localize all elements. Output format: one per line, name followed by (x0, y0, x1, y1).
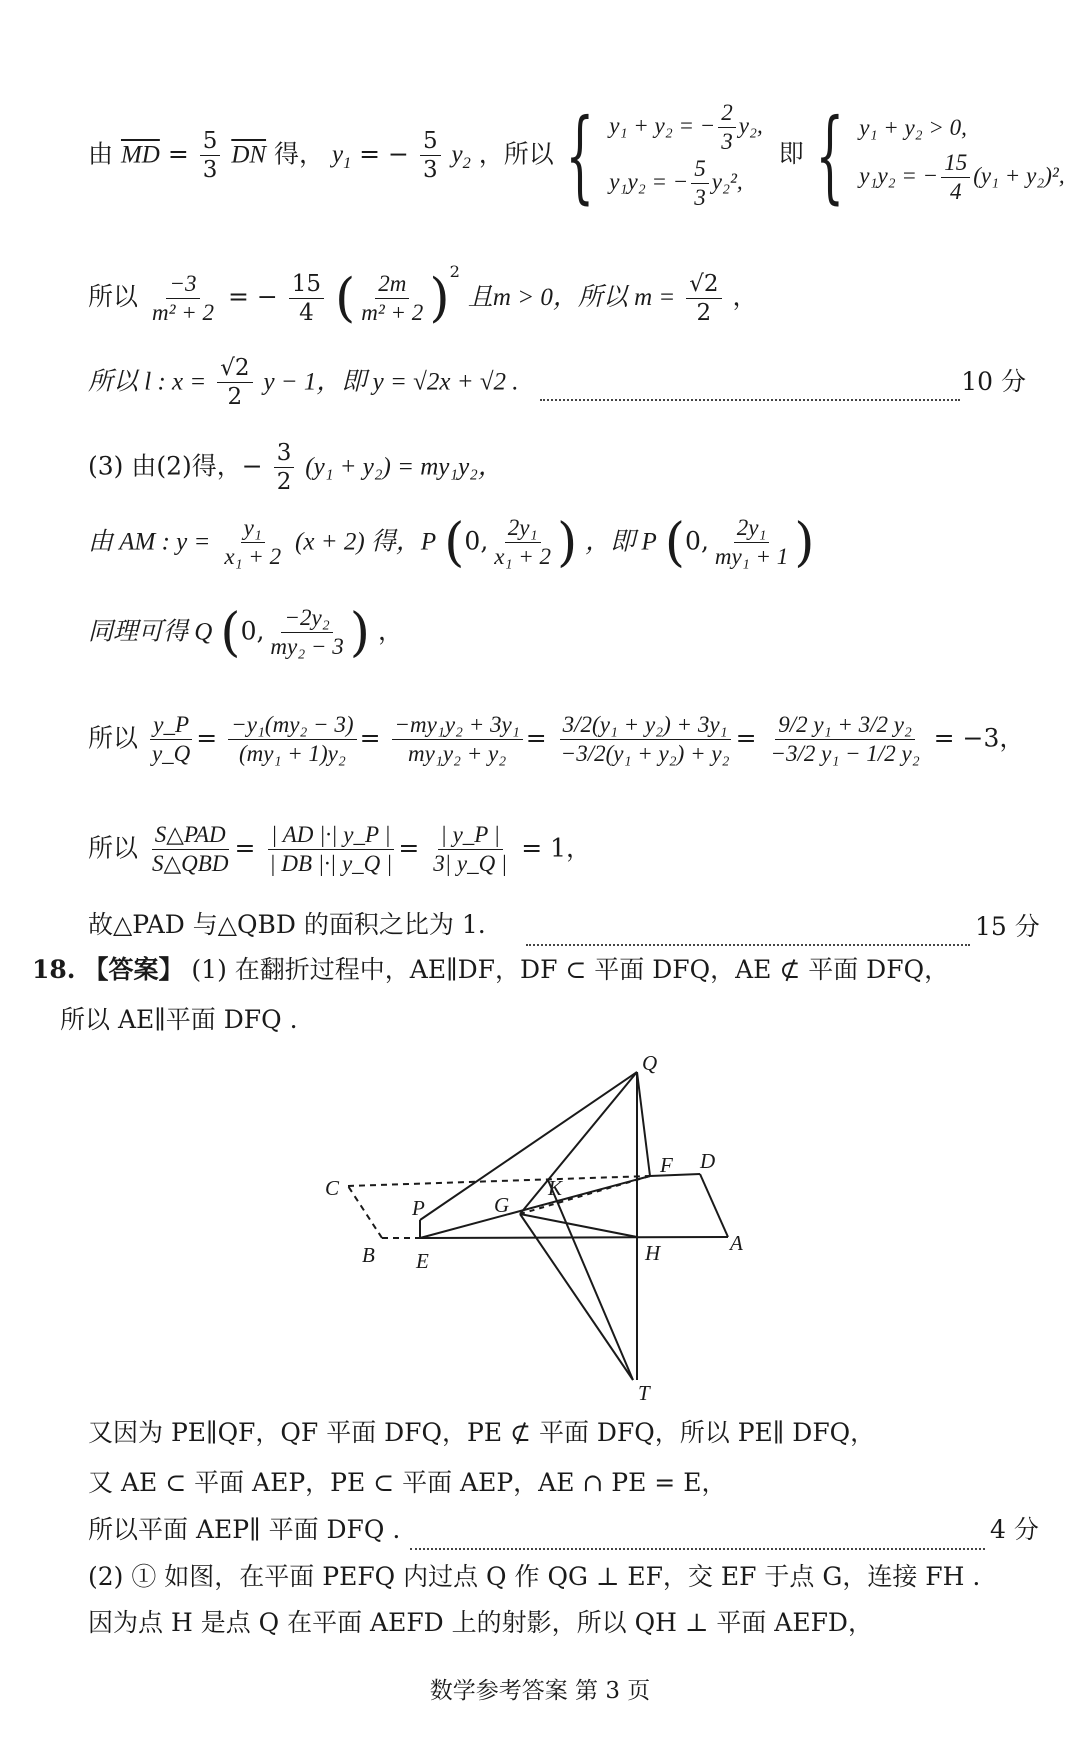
numerator: 5 (200, 128, 221, 156)
text: ，所以 (478, 139, 554, 169)
label-f: F (660, 1153, 673, 1177)
line-md-dn (88, 96, 1065, 214)
fraction: $\frac{y\_P}{y\_Q}$ (151, 712, 191, 767)
fraction: $\frac{√2}{2}$ (217, 355, 252, 411)
line-conclusion (88, 910, 486, 940)
edge-qf (637, 1072, 650, 1176)
left-brace: { (565, 96, 594, 214)
score-leader (410, 1532, 985, 1562)
text: y − 1，即 y = √2x + √2 . (263, 368, 519, 396)
line-q: 同理可得 Q (0, $\frac{\text{−2y₂}}{\text{my₂ − 3}}$ ) ， (88, 602, 404, 663)
text: ， (732, 282, 758, 311)
fraction: $\frac{\text{−2y₂}}{\text{my₂ − 3}}$ (270, 605, 344, 660)
system-row: y₁y₂ = − $\frac{5}{3}$ y₂², (609, 155, 743, 211)
line-pe-parallel (88, 1418, 875, 1448)
text: = −3， (933, 723, 1025, 753)
fraction: $\frac{\text{3/2(y₁ + y₂) + 3y₁}}{\text{−3/2(y₁ + y₂) + y₂}}$ (560, 712, 730, 767)
score-15: 15 分 (975, 912, 1040, 941)
line-part-2 (88, 1562, 980, 1592)
label-a: A (730, 1231, 743, 1255)
label-d: D (700, 1149, 716, 1173)
denominator: 3 (422, 157, 438, 184)
edge-ea (420, 1237, 728, 1238)
exponent: 2 (449, 262, 460, 281)
text: 因为点 H 是点 Q 在平面 AEFD 上的射影，所以 QH ⊥ 平面 AEFD， (88, 1608, 873, 1637)
line-plane-parallel (88, 1515, 400, 1545)
system-row: y₁ + y₂ > 0, (859, 115, 967, 141)
left-brace: { (815, 96, 844, 214)
edge-fd (650, 1174, 700, 1176)
text: 由 AM : y = (88, 528, 211, 556)
edge-kt (548, 1180, 633, 1380)
y1: $y_1$ (331, 141, 352, 173)
score-4: 4 分 (990, 1515, 1039, 1544)
edge-cf (348, 1176, 650, 1186)
fraction: $\frac{\text{S△PAD}}{\text{S△QBD}}$ (151, 822, 229, 877)
vector-dn: $\overline{DN}$ (231, 141, 267, 169)
paren: ) (429, 268, 450, 329)
edge-gt (520, 1214, 633, 1380)
line-ae-parallel (60, 1005, 298, 1035)
equation-system-2 (859, 106, 1064, 206)
line-l-equation (88, 355, 519, 411)
fraction: $\frac{3}{2}$ (274, 440, 295, 496)
edge-qp (420, 1072, 637, 1220)
system-row: y₁ + y₂ = − $\frac{2}{3}$ y₂, (609, 100, 763, 155)
text: 又 AE ⊂ 平面 AEP，PE ⊂ 平面 AEP，AE ∩ PE = E， (88, 1468, 727, 1497)
line-ae-subset (88, 1468, 726, 1498)
fraction: $\frac{| y\_P |}{3| y\_Q |}$ (433, 822, 508, 877)
line-area-ratio: 所以 $\frac{\text{S△PAD}}{\text{S△QBD}}$ = $\frac{| AD |\cdot| y\_P |}{| DB |\cdot| y\_Q |}$ = $\frac{| y\_P |}{3| y\_Q |}$ = 1， (88, 822, 592, 877)
label-e: E (416, 1249, 429, 1273)
text: = − (359, 139, 409, 169)
line-q18 (32, 955, 949, 985)
text: 所以 (88, 282, 139, 311)
edge-qg (520, 1072, 637, 1214)
text: 即 (778, 139, 804, 169)
text: = − (227, 282, 278, 311)
fraction (200, 128, 221, 184)
text: 所以 (88, 833, 139, 863)
edge-gh (520, 1214, 637, 1237)
score-leader (540, 383, 960, 413)
label-g: G (494, 1193, 510, 1217)
fraction: $\frac{\text{2y₁}}{\text{my₁ + 1}}$ (714, 515, 789, 570)
label-h: H (645, 1241, 661, 1265)
system-row: y₁y₂ = − $\frac{15}{4}$ (y₁ + y₂)², (859, 149, 1065, 205)
text: = 1， (521, 833, 592, 863)
fraction: $\frac{| AD |\cdot| y\_P |}{| DB |\cdot| y\_Q |}$ (269, 822, 393, 877)
question-number: 18. (32, 955, 76, 984)
label-p: P (412, 1196, 425, 1220)
fraction: $\frac{\text{y₁}}{\text{x₁ + 2}}$ (224, 515, 282, 570)
line-ratio: 所以 $\frac{y\_P}{y\_Q}$ = $\frac{\text{−y₁(my₂ − 3)}}{\text{(my₁ + 1)y₂}}$ = $\frac{\text{−my₁y₂ + 3y₁}}{\text{my₁y₂ + y₂}}$ = $\frac{\text{3/2(y₁ + y₂) + 3y₁}}{\text{−3/2(y₁ + y₂) + y₂}}$ = $\frac{\text{9/2 y₁ + 3/2 y₂}}{\text{−3/2 y₁ − 1/2 y₂}}$ = −3， (88, 712, 1025, 767)
fraction: $\frac{-3}{\text{m² + 2}}$ (151, 270, 214, 325)
text: (3) 由(2)得，− (88, 451, 263, 481)
label-q: Q (642, 1051, 658, 1075)
score-10: 10 分 (961, 367, 1026, 396)
equation-system-1 (609, 100, 762, 212)
line-am: 由 AM : y = $\frac{\text{y₁}}{\text{x₁ + 2}}$ (x + 2) 得，P (0, $\frac{\text{2y₁}}{\text{x₁ + 2}}$ ) ，即 P (0, $\frac{\text{2y₁}}{\text{my₁ + 1}}$ ) (88, 512, 815, 573)
denominator: 3 (202, 157, 218, 184)
edge-bc (348, 1186, 382, 1238)
text: (2) ① 如图，在平面 PEFQ 内过点 Q 作 QG ⊥ EF，交 EF 于点 G，连接 FH . (88, 1562, 981, 1591)
fraction: $\frac{2m}{\text{m² + 2}}$ (361, 270, 424, 325)
text: 所以 (88, 723, 139, 753)
text: 所以 l : x = (88, 368, 207, 396)
fraction: $\frac{\text{−my₁y₂ + 3y₁}}{\text{my₁y₂ + y₂}}$ (392, 712, 523, 768)
label-k: K (548, 1176, 563, 1200)
fraction: $\frac{√2}{2}$ (686, 271, 721, 327)
label-t: T (638, 1381, 650, 1405)
text: (1) 在翻折过程中，AE∥DF，DF ⊂ 平面 DFQ，AE ⊄ 平面 DFQ， (191, 955, 950, 984)
fraction: $\frac{\text{−y₁(my₂ − 3)}}{\text{(my₁ + 1)y₂}}$ (228, 712, 356, 768)
fraction (420, 128, 441, 184)
line-part-3 (88, 440, 503, 496)
text: 所以 AE∥平面 DFQ . (60, 1005, 298, 1034)
edge-da (700, 1174, 728, 1237)
edge-ef (420, 1176, 650, 1238)
label-b: B (362, 1243, 375, 1267)
answer-tag: 【答案】 (83, 955, 184, 984)
fraction: $\frac{15}{4}$ (289, 271, 324, 327)
vector-md: $\overline{MD}$ (120, 141, 160, 169)
geometry-figure (0, 1050, 1080, 1420)
numerator: 5 (420, 128, 441, 156)
fraction: $\frac{\text{9/2 y₁ + 3/2 y₂}}{\text{−3/2 y₁ − 1/2 y₂}}$ (770, 712, 920, 767)
text: ， (378, 616, 404, 646)
text: 所以平面 AEP∥ 平面 DFQ . (88, 1515, 401, 1544)
line-m-solve (88, 262, 758, 329)
text: 故△PAD 与△QBD 的面积之比为 1. (88, 910, 486, 939)
y2: $y_2$ (451, 141, 471, 173)
text: (x + 2) 得，P (295, 528, 437, 556)
fraction: $\frac{\text{2y₁}}{\text{x₁ + 2}}$ (494, 515, 552, 570)
text: 得， (274, 139, 325, 169)
line-projection (88, 1608, 873, 1638)
text: (y₁ + y₂) = my₁y₂， (305, 453, 503, 481)
text: 同理可得 Q (88, 618, 213, 646)
text: 由 (88, 139, 114, 169)
text: 且m > 0，所以 m = (467, 284, 676, 311)
text: 又因为 PE∥QF，QF 平面 DFQ，PE ⊄ 平面 DFQ，所以 PE∥ DFQ， (88, 1418, 876, 1447)
page-footer: 数学参考答案 第 3 页 (429, 1678, 651, 1704)
paren: ( (334, 268, 356, 329)
label-c: C (325, 1176, 340, 1200)
score-leader (526, 928, 970, 958)
text: ，即 P (585, 528, 657, 556)
text: = (167, 139, 189, 169)
